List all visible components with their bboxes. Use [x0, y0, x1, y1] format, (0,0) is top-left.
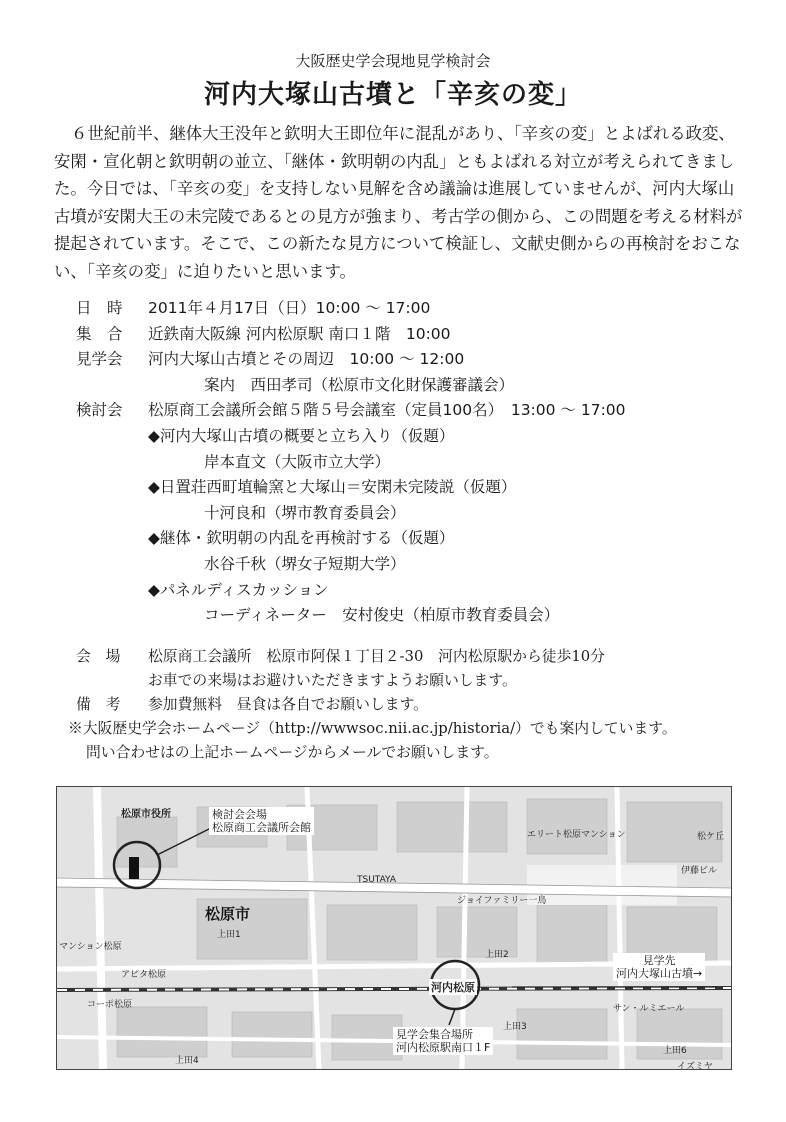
talk-speaker: 水谷千秋（堺女子短期大学）: [204, 554, 406, 573]
talk-speaker: コーディネーター 安村俊史（柏原市教育委員会）: [204, 606, 560, 625]
talk-title: ◆河内大塚山古墳の概要と立ち入り（仮題）: [148, 426, 455, 445]
note-row: [76, 693, 766, 717]
map-place: 上田2: [485, 950, 509, 960]
map-place: 上田1: [217, 930, 241, 940]
event-details: [76, 296, 756, 629]
conference-row: [76, 398, 756, 424]
destination-label: [613, 953, 705, 981]
meeting-point-line2: 河内松原駅南口１F: [396, 1041, 491, 1054]
map-place: エリート松原マンション: [527, 830, 626, 840]
map-place: 上田6: [663, 1046, 687, 1056]
conference-label: 検討会: [76, 401, 123, 420]
note-label: 備 考: [76, 696, 121, 713]
tour-guide: 案内 西田孝司（松原市文化財保護審議会）: [204, 375, 515, 394]
map-place: ジョイファミリー一鳥: [457, 896, 547, 906]
city-hall-label: 松原市役所: [121, 809, 171, 820]
venue-value: 松原商工会議所 松原市阿保１丁目２-30 河内松原駅から徒歩10分: [148, 648, 605, 665]
venue-marker-line2: 松原商工会議所会館: [212, 821, 311, 834]
station-label: 河内松原: [431, 981, 475, 994]
date-row: [76, 296, 756, 322]
date-value: 2011年４月17日（日）10:00 ～ 17:00: [148, 299, 431, 317]
venue-info: [68, 645, 766, 765]
organizer-name: 大阪歴史学会現地見学検討会: [295, 52, 491, 70]
contact-note: 問い合わせはの上記ホームページからメールでお願いします。: [86, 744, 499, 761]
map-place: 伊藤ビル: [681, 866, 718, 876]
map-place: サン・ルミエール: [613, 1004, 685, 1014]
meeting-point-line1: 見学会集合場所: [396, 1028, 473, 1041]
city-label: 松原市: [205, 905, 251, 923]
map-place: イズミヤ: [677, 1062, 713, 1070]
meet-value: 近鉄南大阪線 河内松原駅 南口１階 10:00: [148, 324, 451, 343]
destination-line1: 見学先: [642, 954, 676, 967]
intro-paragraph: ６世紀前半、継体大王没年と欽明大王即位年に混乱があり、「辛亥の変」とよばれる政変、安閑・宣化朝と欽明朝の並立、「継体・欽明朝の内乱」ともよばれる対立が考えられてきました。今日では、「辛亥の変」を支持しない見解を含め議論は進展していませんが、河内大塚山古墳が安閑大王の未完陵であるとの見方が強まり、考古学の側から、この問題を考える材料が提起されています。そこで、この新たな見方について検証し、文献史側からの再検討をおこない、「辛亥の変」に迫りたいと思います。: [54, 124, 743, 281]
map-place: コーポ松原: [87, 1000, 133, 1010]
map-place: 上田4: [175, 1056, 199, 1066]
note-value: 参加費無料 昼食は各自でお願いします。: [148, 696, 428, 713]
map-place: アピタ松原: [121, 970, 167, 980]
talk-speaker: 岸本直文（大阪市立大学）: [204, 452, 391, 471]
date-label: 日 時: [76, 299, 123, 317]
tour-value: 河内大塚山古墳とその周辺 10:00 ～ 12:00: [148, 350, 465, 369]
venue-marker-label: [209, 807, 314, 835]
talk-title: ◆継体・欽明朝の内乱を再検討する（仮題）: [148, 529, 455, 548]
map-place: 上田3: [503, 1022, 527, 1032]
meet-row: [76, 322, 756, 348]
talk-speaker: 十河良和（堺市教育委員会）: [204, 503, 406, 522]
venue-label: 会 場: [76, 648, 121, 665]
map-place: マンション松原: [59, 942, 122, 952]
car-note: お車での来場はお避けいただきますようお願いします。: [148, 672, 517, 689]
map-place: TSUTAYA: [357, 875, 397, 885]
tour-row: [76, 347, 756, 373]
website-note: ※大阪歴史学会ホームページ（http://wwwsoc.nii.ac.jp/historia/）でも案内しています。: [68, 720, 677, 737]
tour-label: 見学会: [76, 350, 123, 369]
conference-value: 松原商工会議所会館５階５号会議室（定員100名） 13:00 ～ 17:00: [148, 401, 626, 420]
map-place: 松ケ丘: [697, 832, 725, 842]
talk-title: ◆パネルディスカッション: [148, 580, 329, 599]
meet-label: 集 合: [76, 324, 123, 343]
venue-row: [76, 645, 766, 669]
access-map: [56, 786, 732, 1070]
talk-title: ◆日置荘西町埴輪窯と大塚山＝安閑未完陵説（仮題）: [148, 478, 517, 497]
meeting-point-label: [393, 1027, 493, 1055]
page-title: 河内大塚山古墳と「辛亥の変」: [203, 80, 582, 110]
destination-line2: 河内大塚山古墳→: [616, 967, 703, 980]
venue-marker-line1: 検討会会場: [212, 808, 267, 821]
